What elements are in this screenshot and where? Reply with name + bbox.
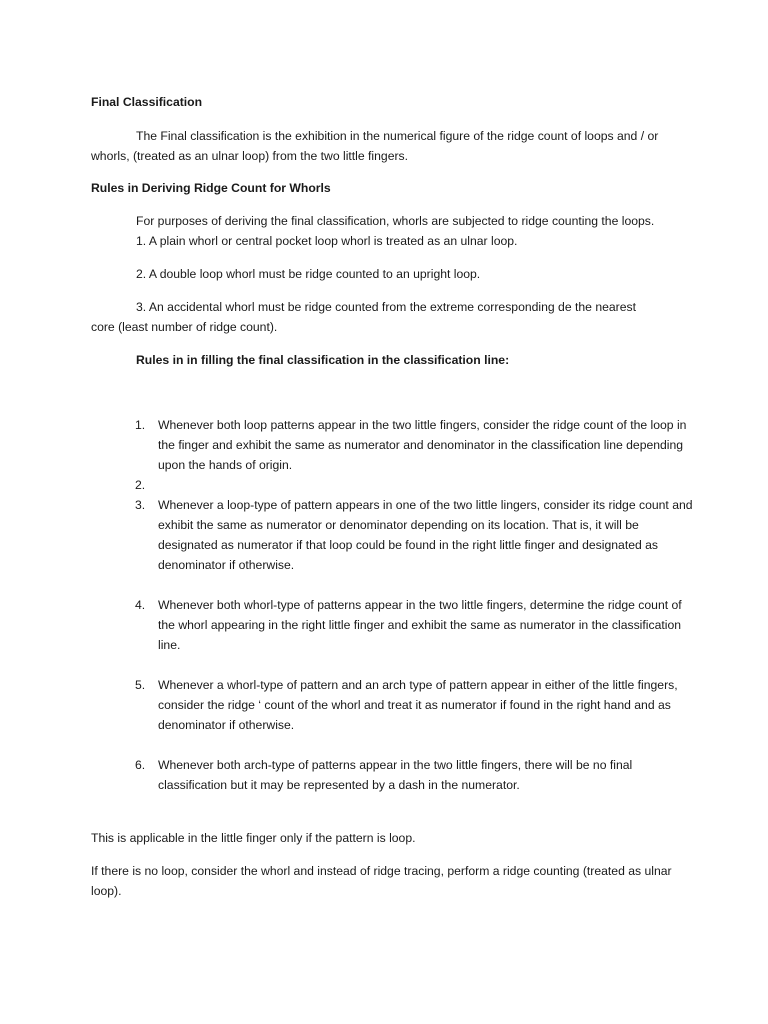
list-item-number: 1. [135,418,146,432]
note-1: This is applicable in the little finger only if the pattern is loop. [91,831,416,845]
document-title: Final Classification [91,95,203,109]
rule-3-line-1: 3. An accidental whorl must be ridge counted from the extreme corresponding de the nearest [136,300,636,314]
rules-intro: For purposes of deriving the final classification, whorls are subjected to ridge counting the loops. [136,214,655,228]
list-item-number: 4. [135,598,146,612]
list-item [135,495,695,575]
list-item [135,755,695,795]
intro-paragraph: The Final classification is the exhibition in the numerical figure of the ridge count of loops and / or whorls, (treated as an ulnar loop) from the two little fingers. [91,129,659,163]
list-item-text: Whenever both arch-type of patterns appear in the two little fingers, there will be no final classification but it may be represented by a dash in the numerator. [158,758,633,792]
filling-heading: Rules in in filling the final classification in the classification line: [136,353,510,367]
list-item-text: Whenever a loop-type of pattern appears in one of the two little lingers, consider its ridge count and exhibit the same as numerator or denominator depending on its location. That is, it will be designated as numerator if that loop could be found in the right little finger and designated as denominator if otherwise. [158,498,693,572]
note-2: If there is no loop, consider the whorl and instead of ridge tracing, perform a ridge counting (treated as ulnar loop). [91,864,672,898]
list-item [135,415,695,475]
list-item [135,675,695,735]
rules-heading: Rules in Deriving Ridge Count for Whorls [91,181,331,195]
list-item-number: 2. [135,478,146,492]
list-item-number: 5. [135,678,146,692]
list-item-text: Whenever both loop patterns appear in the two little fingers, consider the ridge count of the loop in the finger and exhibit the same as numerator and denominator in the classification line depending upon the hands of origin. [158,418,687,472]
list-item-number: 3. [135,498,146,512]
rule-2: 2. A double loop whorl must be ridge counted to an upright loop. [136,267,481,281]
list-item-text: Whenever a whorl-type of pattern and an arch type of pattern appear in either of the little fingers, consider the ridge ‘ count of the whorl and treat it as numerator if found in the right hand and as denominator if otherwise. [158,678,678,732]
list-item-number: 6. [135,758,146,772]
rule-1: 1. A plain whorl or central pocket loop whorl is treated as an ulnar loop. [136,234,518,248]
list-item-text: Whenever both whorl-type of patterns appear in the two little fingers, determine the ridge count of the whorl appearing in the right little finger and exhibit the same as numerator in the classification line. [158,598,682,652]
rule-3-line-2: core (least number of ridge count). [91,320,278,334]
list-item [135,595,695,655]
